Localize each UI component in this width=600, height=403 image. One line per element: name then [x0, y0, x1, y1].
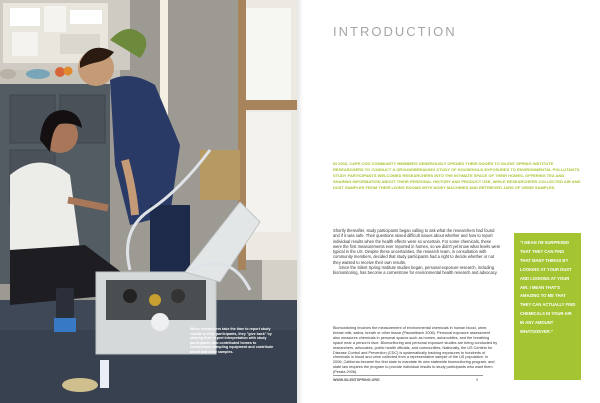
body-paragraph: Since the Silent Spring Institute studies began, personal exposure research, including biomonitoring, has become a cornerstone for environmental health research and advocacy.: [333, 265, 498, 276]
body-paragraph: Shortly thereafter, study participants began calling to ask what the researchers had found and if it was safe. Their questions raised difficult issues about whether and how to report individual results when the health effects were so uncertain. For some chemicals, these were the first measurements ever reported in homes, so we didn't yet know what levels were typical in the US. Despite these uncertainties, the research team, in consultation with community members, decided that study participants had a right to decide whether or not they wanted to receive their own results.: [333, 228, 501, 265]
page-number: 9: [476, 378, 478, 382]
pull-quote: "I MEAN I'M SURPRISED THAT THEY CAN FIND THAT MANY THINGS BY LOOKING AT YOUR DUST AND LOOKING AT YOUR AIR. I MEAN THAT'S AMAZING TO ME THAT THEY CAN ACTUALLY FIND CHEMICALS IN YOUR AIR IN ANY AMOUNT WHATSOEVER.": [520, 240, 576, 335]
biomonitoring-text: [333, 326, 498, 375]
photo-caption: When researchers take the time to report study results to their participants, they "give back" by sharing their expert interpretation with study participants who contributed homes to contaminant sampling equipment and contribute blood and urine samples.: [190, 327, 274, 354]
footer-divider: [333, 375, 483, 376]
photo: [0, 0, 297, 403]
pull-quote-box: [514, 233, 581, 380]
intro-paragraph: IN 2003, CAPE COD COMMUNITY MEMBERS GENEROUSLY OPENED THEIR DOORS TO SILENT SPRING INSTITUTE RESEARCHERS TO CONDUCT A GROUNDBREAKING STUDY OF HOUSEHOLD EXPOSURES TO ENVIRONMENTAL POLLUTANTS. STUDY PARTICIPANTS WELCOMED RESEARCHERS INTO THE INTIMATE SPACE OF THEIR HOMES, OFFERING TEA AND SHARING INFORMATION ABOUT THEIR PERSONAL HISTORY AND PRODUCT USE, WHILE RESEARCHERS COLLECTED AIR AND DUST SAMPLES FROM THEIR LIVING ROOMS WITH NOISY MACHINES AND RETRIEVED JARS OF URINE SAMPLES.: [333, 161, 581, 191]
footer-url[interactable]: WWW.SILENTSPRING.ORG: [333, 378, 380, 382]
page-gutter: [297, 0, 303, 403]
page-title: INTRODUCTION: [333, 24, 457, 39]
body-paragraph: Biomonitoring involves the measurement of environmental chemicals in human blood, urine, breast milk, saliva, breath or other tissue (Pauwelbach 2006). Personal exposure assessment also measures chemicals in personal spaces such as homes, automobiles, and the breathing space near a person's face. Biomonitoring and personal exposure studies are being conducted by researchers, advocates, public health officials, and communities. Nationally, the US Centers for Disease Control and Prevention (CDC) is systematically tracking exposures to hundreds of chemicals in blood and urine collected from a representative sample of the US population. In 2006, California became the first state to mandate its own statewide biomonitoring program, and state law requires the program to provide individual results to study participants who want them (Perata 2006).: [333, 326, 498, 375]
body-text: [333, 228, 501, 276]
